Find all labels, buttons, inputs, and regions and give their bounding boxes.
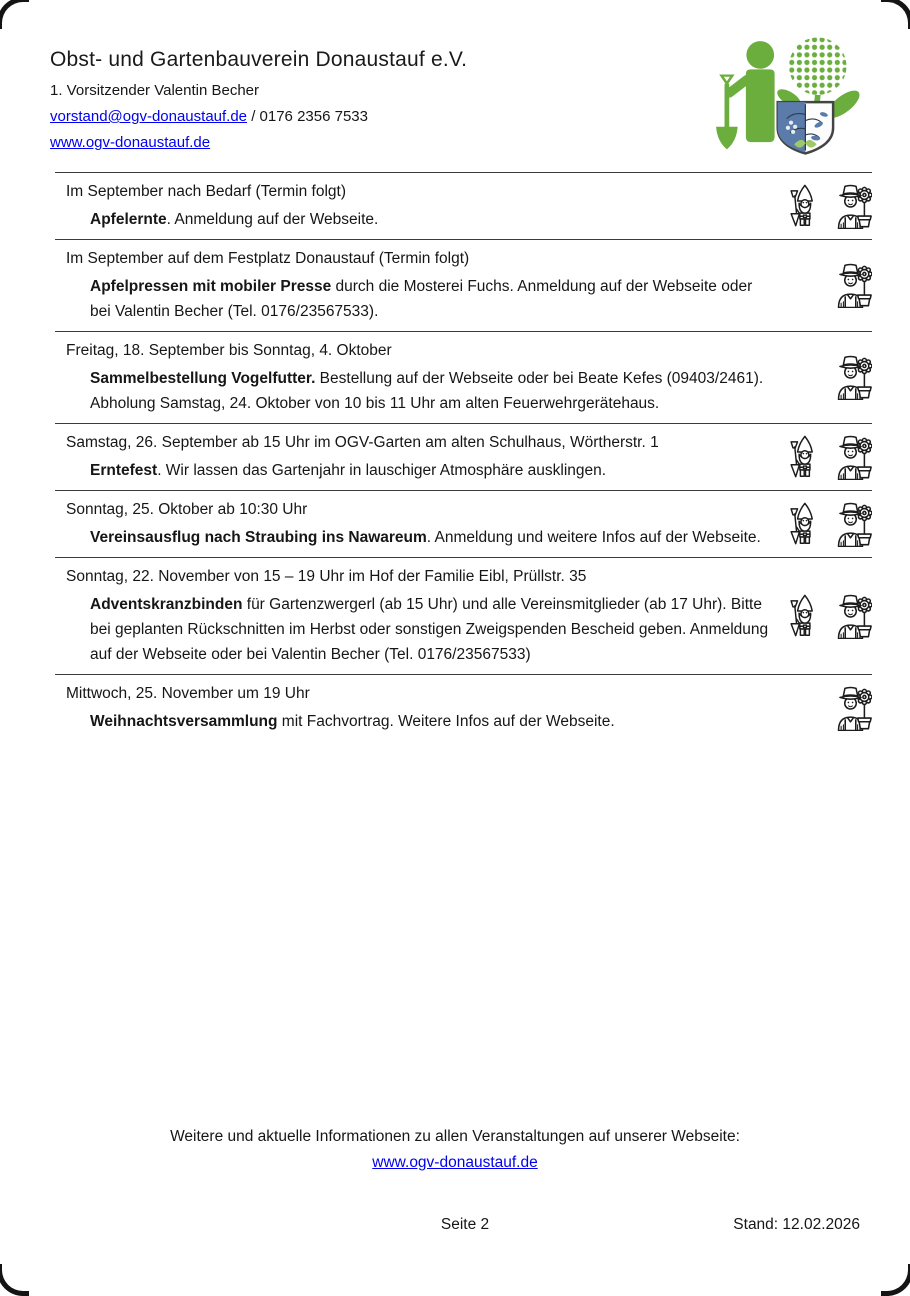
event-row — [55, 674, 872, 741]
event-date: Im September nach Bedarf (Termin folgt) — [66, 183, 346, 200]
event-table — [55, 172, 872, 741]
event-description: Sammelbestellung Vogelfutter. Bestellung auf der Webseite oder bei Beate Kefes (09403/2461). Abholung Samstag, 24. Oktober von 10 bis 11 Uhr am alten Feuerwehrgerätehaus. — [90, 370, 764, 412]
gnome-icon — [787, 501, 820, 547]
event-date: Mittwoch, 25. November um 19 Uhr — [66, 685, 310, 702]
gardener-icon — [829, 183, 872, 229]
page-footer — [0, 1216, 910, 1238]
event-description: Adventskranzbinden für Gartenzwergerl (ab 15 Uhr) und alle Vereinsmitglieder (ab 17 Uhr). Bitte bei geplanten Rückschnitten im Herbst oder sonstigen Zweigspenden Bescheid geben. Anmeldung auf der Webseite oder bei Valentin Becher (Tel. 0176/23567533) — [90, 596, 769, 663]
contact-line — [50, 108, 467, 125]
event-description: Weihnachtsversammlung mit Fachvortrag. Weitere Infos auf der Webseite. — [90, 713, 615, 730]
gnome-icon — [787, 434, 820, 480]
phone-text: / 0176 2356 7533 — [247, 108, 368, 125]
event-row — [55, 239, 872, 331]
gardener-icon — [829, 501, 872, 547]
email-link[interactable]: vorstand@ogv-donaustauf.de — [50, 108, 248, 125]
event-row — [55, 557, 872, 674]
event-row — [55, 423, 872, 490]
event-description: Vereinsausflug nach Straubing ins Nawareum. Anmeldung und weitere Infos auf der Webseite. — [90, 529, 761, 546]
page-corner-mark — [881, 0, 910, 29]
footer-note-text: Weitere und aktuelle Informationen zu allen Veranstaltungen auf unserer Webseite: — [170, 1128, 740, 1145]
page-number: Seite 2 — [440, 1216, 490, 1233]
event-date: Freitag, 18. September bis Sonntag, 4. Oktober — [66, 342, 392, 359]
event-description: Erntefest. Wir lassen das Gartenjahr in lauschiger Atmosphäre ausklingen. — [90, 462, 607, 479]
crest-shield — [778, 102, 833, 153]
event-row — [55, 331, 872, 423]
gardener-icon — [829, 354, 872, 400]
event-description: Apfelernte. Anmeldung auf der Webseite. — [90, 211, 379, 228]
gardener-icon — [829, 593, 872, 639]
page-corner-mark — [881, 1264, 910, 1296]
gardener-icon — [829, 262, 872, 308]
club-logo — [712, 28, 868, 164]
stand-date: Stand: 12.02.2026 — [733, 1216, 860, 1233]
website-line — [50, 134, 467, 151]
event-date: Im September auf dem Festplatz Donaustauf (Termin folgt) — [66, 250, 470, 267]
event-description: Apfelpressen mit mobiler Presse durch die Mosterei Fuchs. Anmeldung auf der Webseite oder bei Valentin Becher (Tel. 0176/23567533). — [90, 278, 753, 320]
document-header — [50, 48, 467, 151]
gardener-icon — [829, 685, 872, 731]
event-row — [55, 172, 872, 239]
footer-note — [0, 1124, 910, 1176]
page-title: Obst- und Gartenbauverein Donaustauf e.V. — [50, 48, 468, 71]
event-date: Sonntag, 22. November von 15 – 19 Uhr im Hof der Familie Eibl, Prüllstr. 35 — [66, 568, 587, 585]
event-date: Samstag, 26. September ab 15 Uhr im OGV-Garten am alten Schulhaus, Wörtherstr. 1 — [66, 434, 659, 451]
event-date: Sonntag, 25. Oktober ab 10:30 Uhr — [66, 501, 308, 518]
figure-head — [746, 41, 774, 69]
page-corner-mark — [0, 0, 29, 29]
page-corner-mark — [0, 1264, 29, 1296]
gnome-icon — [787, 593, 820, 639]
event-row — [55, 490, 872, 557]
website-link[interactable]: www.ogv-donaustauf.de — [50, 134, 211, 151]
chairman-line: 1. Vorsitzender Valentin Becher — [50, 82, 260, 99]
footer-website-link[interactable]: www.ogv-donaustauf.de — [372, 1154, 538, 1171]
gardener-icon — [829, 434, 872, 480]
gnome-icon — [787, 183, 820, 229]
